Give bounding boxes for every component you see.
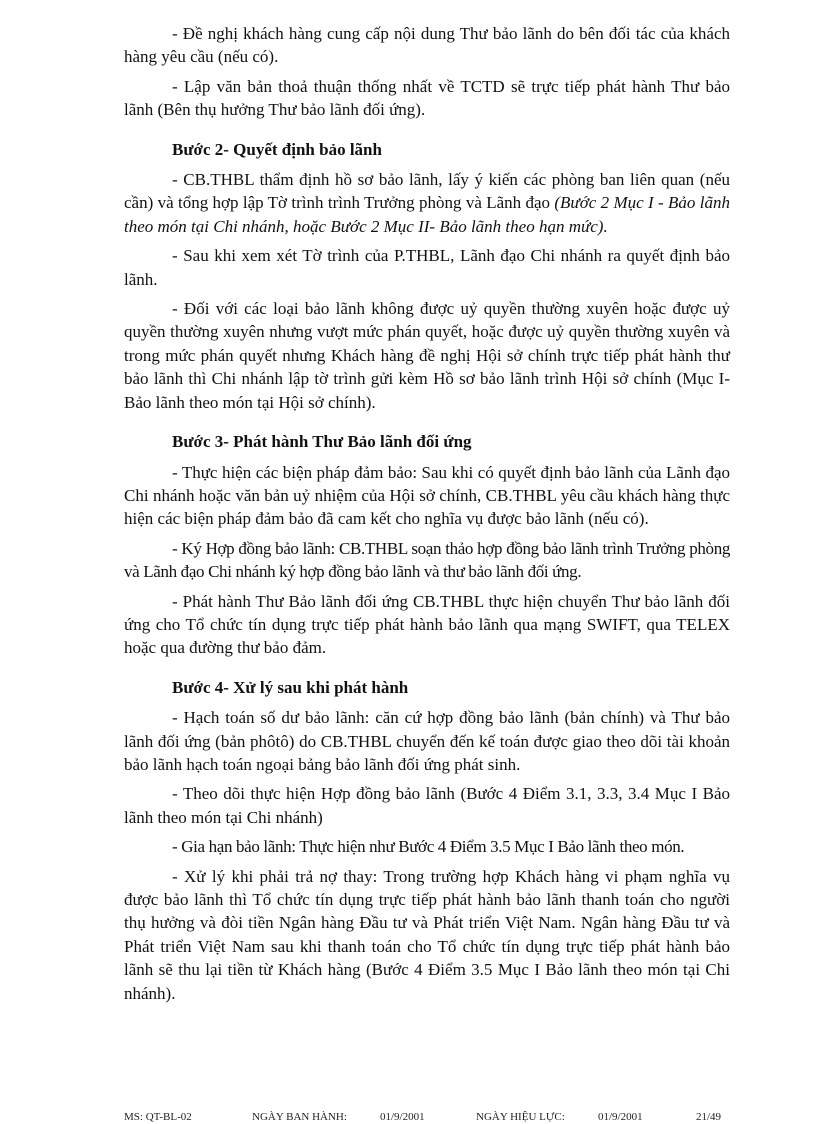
- footer-doc-code: MS: QT-BL-02: [124, 1111, 192, 1123]
- footer-effective-date: 01/9/2001: [598, 1111, 643, 1123]
- appraisal-text: - CB.THBL thẩm định hồ sơ bảo lãnh, lấy ý kiến các phòng ban liên quan (nếu cần) và tổng hợp lập Tờ trình trình Trưởng phòng và Lãnh đạo: [124, 170, 730, 213]
- footer-page-number: 21/49: [696, 1111, 722, 1123]
- paragraph-authorization: - Đối với các loại bảo lãnh không được uỷ quyền thường xuyên hoặc được uỷ quyền thường xuyên nhưng vượt mức phán quyết, hoặc được uỷ quyền thường xuyên và trong mức phán quyết nhưng Khách hàng đề nghị Hội sở chính trực tiếp phát hành thư bảo lãnh thì Chi nhánh lập tờ trình gửi kèm Hồ sơ bảo lãnh trình Hội sở chính (Mục I- Bảo lãnh theo món tại Hội sở chính).: [124, 299, 730, 412]
- heading-step-3: Bước 3- Phát hành Thư Bảo lãnh đối ứng: [172, 432, 472, 452]
- paragraph-repayment: - Xử lý khi phải trả nợ thay: Trong trường hợp Khách hàng vi phạm nghĩa vụ được bảo lãnh thì Tổ chức tín dụng trực tiếp phát hành bảo lãnh thanh toán cho người thụ hưởng và đòi tiền Ngân hàng Đầu tư và Phát triển Việt Nam. Ngân hàng Đầu tư và Phát triển Việt Nam sau khi thanh toán cho Tổ chức tín dụng trực tiếp phát hành bảo lãnh sẽ thu lại tiền từ Khách hàng (Bước 4 Điểm 3.5 Mục I Bảo lãnh theo món tại Chi nhánh).: [124, 866, 730, 1003]
- footer-effective-label: NGÀY HIỆU LỰC:: [476, 1111, 565, 1123]
- document-body: [124, 22, 730, 1011]
- paragraph-extension: - Gia hạn bảo lãnh: Thực hiện như Bước 4 Điểm 3.5 Mục I Bảo lãnh theo món.: [172, 837, 685, 857]
- paragraph-monitoring: - Theo dõi thực hiện Hợp đồng bảo lãnh (Bước 4 Điểm 3.1, 3.3, 3.4 Mục I Bảo lãnh theo món tại Chi nhánh): [124, 784, 730, 827]
- paragraph-security-measures: - Thực hiện các biện pháp đảm bảo: Sau khi có quyết định bảo lãnh của Lãnh đạo Chi nhánh hoặc văn bản uỷ nhiệm của Hội sở chính, CB.THBL yêu cầu khách hàng thực hiện các biện pháp đảm bảo đã cam kết cho nghĩa vụ được bảo lãnh (nếu có).: [124, 462, 730, 529]
- paragraph-agreement: - Lập văn bản thoả thuận thống nhất về TCTD sẽ trực tiếp phát hành Thư bảo lãnh (Bên thụ hưởng Thư bảo lãnh đối ứng).: [124, 76, 730, 120]
- appraisal-reference: (Bước 2 Mục I - Bảo lãnh theo món tại Chi nhánh, hoặc Bước 2 Mục II- Bảo lãnh theo hạn mức).: [124, 193, 730, 236]
- footer-issue-date: 01/9/2001: [380, 1111, 425, 1123]
- paragraph-request-content: - Đề nghị khách hàng cung cấp nội dung Thư bảo lãnh do bên đối tác của khách hàng yêu cầu (nếu có).: [124, 24, 730, 67]
- paragraph-decision: - Sau khi xem xét Tờ trình của P.THBL, Lãnh đạo Chi nhánh ra quyết định bảo lãnh.: [124, 246, 730, 289]
- paragraph-issue-letter: - Phát hành Thư Bảo lãnh đối ứng CB.THBL thực hiện chuyển Thư bảo lãnh đối ứng cho Tổ chức tín dụng trực tiếp phát hành bảo lãnh qua mạng SWIFT, qua TELEX hoặc qua đường thư bảo đảm.: [124, 591, 730, 658]
- paragraph-accounting: - Hạch toán số dư bảo lãnh: căn cứ hợp đồng bảo lãnh (bản chính) và Thư bảo lãnh đối ứng (bản phôtô) do CB.THBL chuyển đến kế toán được giao theo dõi tài khoản bảo lãnh hạch toán ngoại bảng bảo lãnh đối ứng phát sinh.: [124, 708, 730, 774]
- footer-issue-label: NGÀY BAN HÀNH:: [252, 1111, 347, 1123]
- paragraph-sign-contract: - Ký Hợp đồng bảo lãnh: CB.THBL soạn thảo hợp đồng bảo lãnh trình Trưởng phòng và Lãnh đạo Chi nhánh ký hợp đồng bảo lãnh và thư bảo lãnh đối ứng.: [124, 538, 730, 582]
- heading-step-2: Bước 2- Quyết định bảo lãnh: [172, 139, 382, 159]
- heading-step-4: Bước 4- Xử lý sau khi phát hành: [172, 677, 409, 697]
- paragraph-appraisal: [124, 168, 730, 238]
